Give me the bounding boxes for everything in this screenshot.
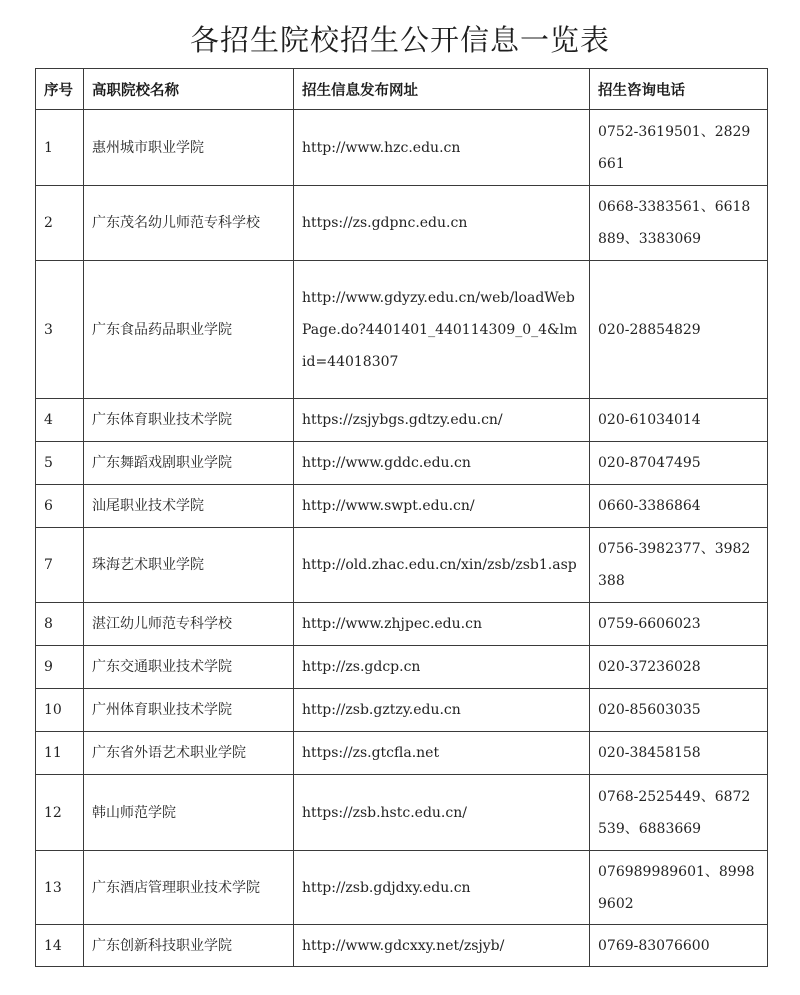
- header-serial-no: 序号: [36, 69, 84, 110]
- phone: 0769-83076600: [590, 925, 768, 967]
- table-row: [36, 646, 768, 689]
- school-name: 惠州城市职业学院: [84, 110, 294, 186]
- admissions-info-table: [35, 68, 768, 967]
- info-url: http://zsb.gdjdxy.edu.cn: [294, 851, 590, 925]
- school-name: 韩山师范学院: [84, 775, 294, 851]
- school-name: 广东酒店管理职业技术学院: [84, 851, 294, 925]
- row-no: 5: [36, 442, 84, 485]
- phone: 0752-3619501、2829661: [590, 110, 768, 186]
- school-name: 广东省外语艺术职业学院: [84, 732, 294, 775]
- school-name: 湛江幼儿师范专科学校: [84, 603, 294, 646]
- info-url: http://www.gdyzy.edu.cn/web/loadWebPage.do?4401401_440114309_0_4&lmid=44018307: [294, 261, 590, 399]
- info-url: http://zs.gdcp.cn: [294, 646, 590, 689]
- table-row: [36, 485, 768, 528]
- table-row: [36, 442, 768, 485]
- page-title: 各招生院校招生公开信息一览表: [189, 23, 610, 57]
- table-row: [36, 925, 768, 967]
- phone: 0660-3386864: [590, 485, 768, 528]
- school-name: 广东体育职业技术学院: [84, 399, 294, 442]
- table-row: [36, 775, 768, 851]
- row-no: 12: [36, 775, 84, 851]
- info-url: https://zsjybgs.gdtzy.edu.cn/: [294, 399, 590, 442]
- info-url: http://zsb.gztzy.edu.cn: [294, 689, 590, 732]
- row-no: 2: [36, 186, 84, 261]
- info-url: http://www.gdcxxy.net/zsjyb/: [294, 925, 590, 967]
- info-url: http://www.swpt.edu.cn/: [294, 485, 590, 528]
- table-row: [36, 528, 768, 603]
- info-url: https://zsb.hstc.edu.cn/: [294, 775, 590, 851]
- table-row: [36, 689, 768, 732]
- phone: 020-28854829: [590, 261, 768, 399]
- row-no: 11: [36, 732, 84, 775]
- school-name: 广东茂名幼儿师范专科学校: [84, 186, 294, 261]
- phone: 020-37236028: [590, 646, 768, 689]
- table-header-row: [36, 69, 768, 110]
- phone: 020-61034014: [590, 399, 768, 442]
- phone: 0759-6606023: [590, 603, 768, 646]
- table-row: [36, 110, 768, 186]
- row-no: 10: [36, 689, 84, 732]
- info-url: http://www.hzc.edu.cn: [294, 110, 590, 186]
- info-url: http://www.zhjpec.edu.cn: [294, 603, 590, 646]
- row-no: 1: [36, 110, 84, 186]
- row-no: 4: [36, 399, 84, 442]
- row-no: 6: [36, 485, 84, 528]
- school-name: 广州体育职业技术学院: [84, 689, 294, 732]
- info-url: http://old.zhac.edu.cn/xin/zsb/zsb1.asp: [294, 528, 590, 603]
- row-no: 14: [36, 925, 84, 967]
- info-url: https://zs.gdpnc.edu.cn: [294, 186, 590, 261]
- phone: 020-38458158: [590, 732, 768, 775]
- phone: 076989989601、89989602: [590, 851, 768, 925]
- table-row: [36, 732, 768, 775]
- school-name: 广东舞蹈戏剧职业学院: [84, 442, 294, 485]
- info-url: https://zs.gtcfla.net: [294, 732, 590, 775]
- header-phone: 招生咨询电话: [590, 69, 768, 110]
- header-school-name: 高职院校名称: [84, 69, 294, 110]
- phone: 0768-2525449、6872539、6883669: [590, 775, 768, 851]
- table-row: [36, 261, 768, 399]
- school-name: 广东创新科技职业学院: [84, 925, 294, 967]
- row-no: 7: [36, 528, 84, 603]
- table-row: [36, 851, 768, 925]
- phone: 0756-3982377、3982388: [590, 528, 768, 603]
- school-name: 广东食品药品职业学院: [84, 261, 294, 399]
- phone: 0668-3383561、6618889、3383069: [590, 186, 768, 261]
- row-no: 3: [36, 261, 84, 399]
- phone: 020-85603035: [590, 689, 768, 732]
- row-no: 9: [36, 646, 84, 689]
- table-row: [36, 603, 768, 646]
- phone: 020-87047495: [590, 442, 768, 485]
- school-name: 广东交通职业技术学院: [84, 646, 294, 689]
- info-url: http://www.gddc.edu.cn: [294, 442, 590, 485]
- row-no: 13: [36, 851, 84, 925]
- school-name: 汕尾职业技术学院: [84, 485, 294, 528]
- school-name: 珠海艺术职业学院: [84, 528, 294, 603]
- header-info-url: 招生信息发布网址: [294, 69, 590, 110]
- row-no: 8: [36, 603, 84, 646]
- table-row: [36, 186, 768, 261]
- table-row: [36, 399, 768, 442]
